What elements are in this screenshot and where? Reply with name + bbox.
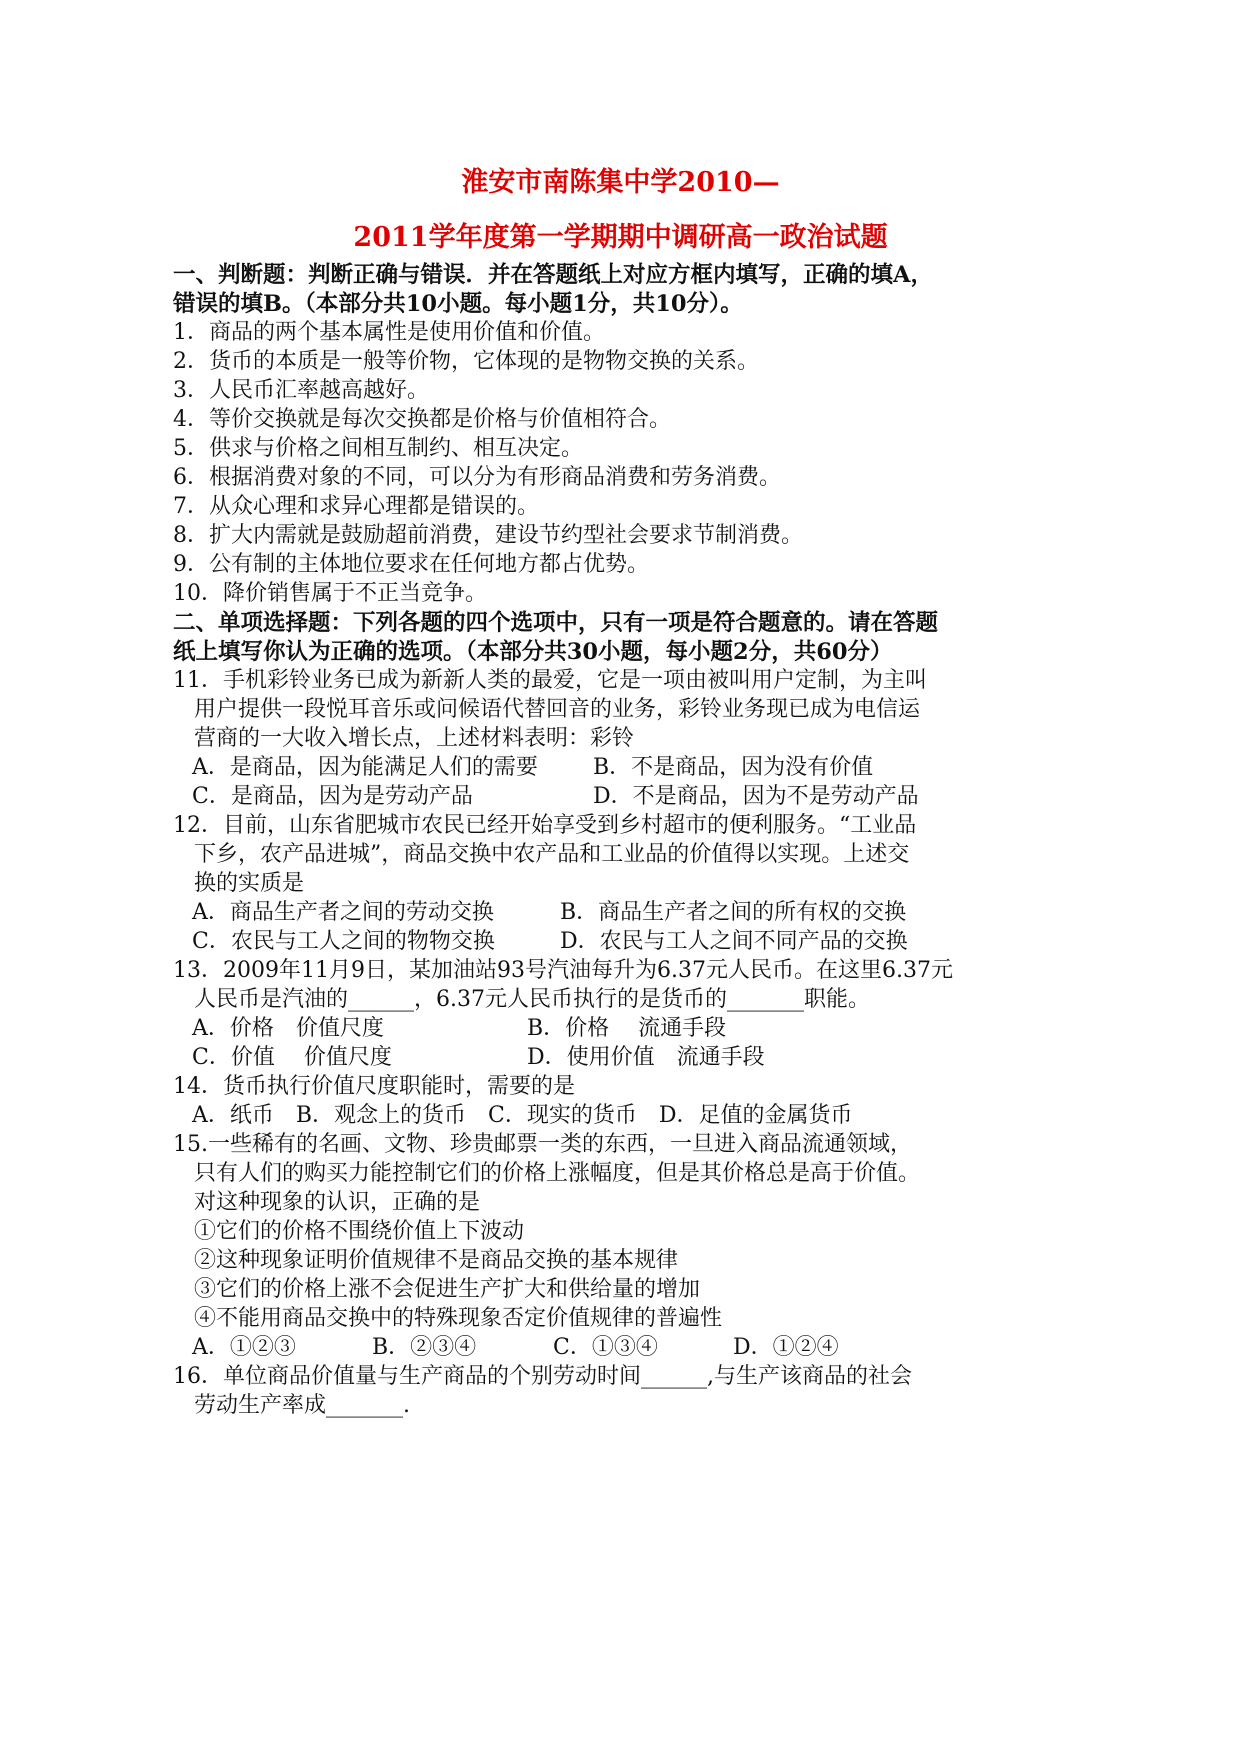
question-15-text: 对这种现象的认识，正确的是 [194,1190,481,1215]
question-13-option-a: A．价格 价值尺度 [192,1016,384,1041]
question-16-text: 16．单位商品价值量与生产商品的个别劳动时间______,与生产该商品的社会 [173,1364,912,1389]
question-12-text: 12．目前，山东省肥城市农民已经开始享受到乡村超市的便利服务。“工业品 [173,813,917,838]
judgment-item-10: 10．降价销售属于不正当竞争。 [173,581,487,606]
question-13-text: 人民币是汽油的______，6.37元人民币执行的是货币的_______职能。 [194,987,870,1012]
question-14-options: A．纸币 B．观念上的货币 C．现实的货币 D．足值的金属货币 [192,1103,853,1128]
judgment-item-7: 7．从众心理和求异心理都是错误的。 [173,494,539,519]
question-15-option-b: B．②③④ [372,1335,477,1360]
question-15-statement-1: ①它们的价格不围绕价值上下波动 [194,1219,525,1244]
question-15-statement-2: ②这种现象证明价值规律不是商品交换的基本规律 [194,1248,679,1273]
judgment-item-8: 8．扩大内需就是鼓励超前消费，建设节约型社会要求节制消费。 [173,523,803,548]
question-12-text: 换的实质是 [194,871,305,896]
question-13-option-d: D．使用价值 流通手段 [527,1045,765,1070]
question-14-text: 14．货币执行价值尺度职能时，需要的是 [173,1074,575,1099]
question-11-text: 营商的一大收入增长点，上述材料表明：彩铃 [194,726,635,751]
question-12-option-b: B．商品生产者之间的所有权的交换 [560,900,907,925]
question-12-text: 下乡，农产品进城”，商品交换中农产品和工业品的价值得以实现。上述交 [194,842,910,867]
judgment-item-3: 3．人民币汇率越高越好。 [173,378,429,403]
question-16-text: 劳动生产率成_______. [194,1393,410,1418]
question-15-statement-3: ③它们的价格上涨不会促进生产扩大和供给量的增加 [194,1277,701,1302]
question-15-text: 15.一些稀有的名画、文物、珍贵邮票一类的东西，一旦进入商品流通领域， [173,1132,912,1157]
question-11-option-a: A．是商品，因为能满足人们的需要 [192,755,538,780]
judgment-item-1: 1．商品的两个基本属性是使用价值和价值。 [173,320,605,345]
section-2-heading-line-1: 二、单项选择题：下列各题的四个选项中，只有一项是符合题意的。请在答题 [173,610,939,636]
question-15-text: 只有人们的购买力能控制它们的价格上涨幅度，但是其价格总是高于价值。 [194,1161,921,1186]
exam-title-line-2: 2011学年度第一学期期中调研高一政治试题 [353,222,888,253]
section-1-heading-line-1: 一、判断题：判断正确与错误．并在答题纸上对应方框内填写，正确的填A， [173,262,933,288]
question-15-statement-4: ④不能用商品交换中的特殊现象否定价值规律的普遍性 [194,1306,723,1331]
question-15-option-a: A．①②③ [192,1335,296,1360]
judgment-item-2: 2．货币的本质是一般等价物，它体现的是物物交换的关系。 [173,349,759,374]
judgment-item-5: 5．供求与价格之间相互制约、相互决定。 [173,436,583,461]
question-13-option-c: C．价值 价值尺度 [192,1045,392,1070]
question-11-option-d: D．不是商品，因为不是劳动产品 [593,784,919,809]
question-13-text: 13．2009年11月9日，某加油站93号汽油每升为6.37元人民币。在这里6.37元 [173,958,953,983]
exam-title-line-1: 淮安市南陈集中学2010— [461,167,780,198]
question-12-option-c: C．农民与工人之间的物物交换 [192,929,495,954]
section-2-heading-line-2: 纸上填写你认为正确的选项。（本部分共30小题，每小题2分，共60分） [173,639,893,665]
question-11-text: 用户提供一段悦耳音乐或问候语代替回音的业务，彩铃业务现已成为电信运 [194,697,921,722]
question-15-option-d: D．①②④ [733,1335,839,1360]
question-11-option-c: C．是商品，因为是劳动产品 [192,784,473,809]
judgment-item-9: 9．公有制的主体地位要求在任何地方都占优势。 [173,552,649,577]
judgment-item-4: 4．等价交换就是每次交换都是价格与价值相符合。 [173,407,671,432]
question-11-text: 11．手机彩铃业务已成为新新人类的最爱，它是一项由被叫用户定制，为主叫 [173,668,927,693]
section-1-heading-line-2: 错误的填B。（本部分共10小题。每小题1分，共10分）。 [173,291,743,317]
question-15-option-c: C．①③④ [553,1335,658,1360]
question-13-option-b: B．价格 流通手段 [527,1016,727,1041]
question-11-option-b: B．不是商品，因为没有价值 [593,755,874,780]
judgment-item-6: 6．根据消费对象的不同，可以分为有形商品消费和劳务消费。 [173,465,781,490]
question-12-option-d: D．农民与工人之间不同产品的交换 [560,929,908,954]
question-12-option-a: A．商品生产者之间的劳动交换 [192,900,494,925]
